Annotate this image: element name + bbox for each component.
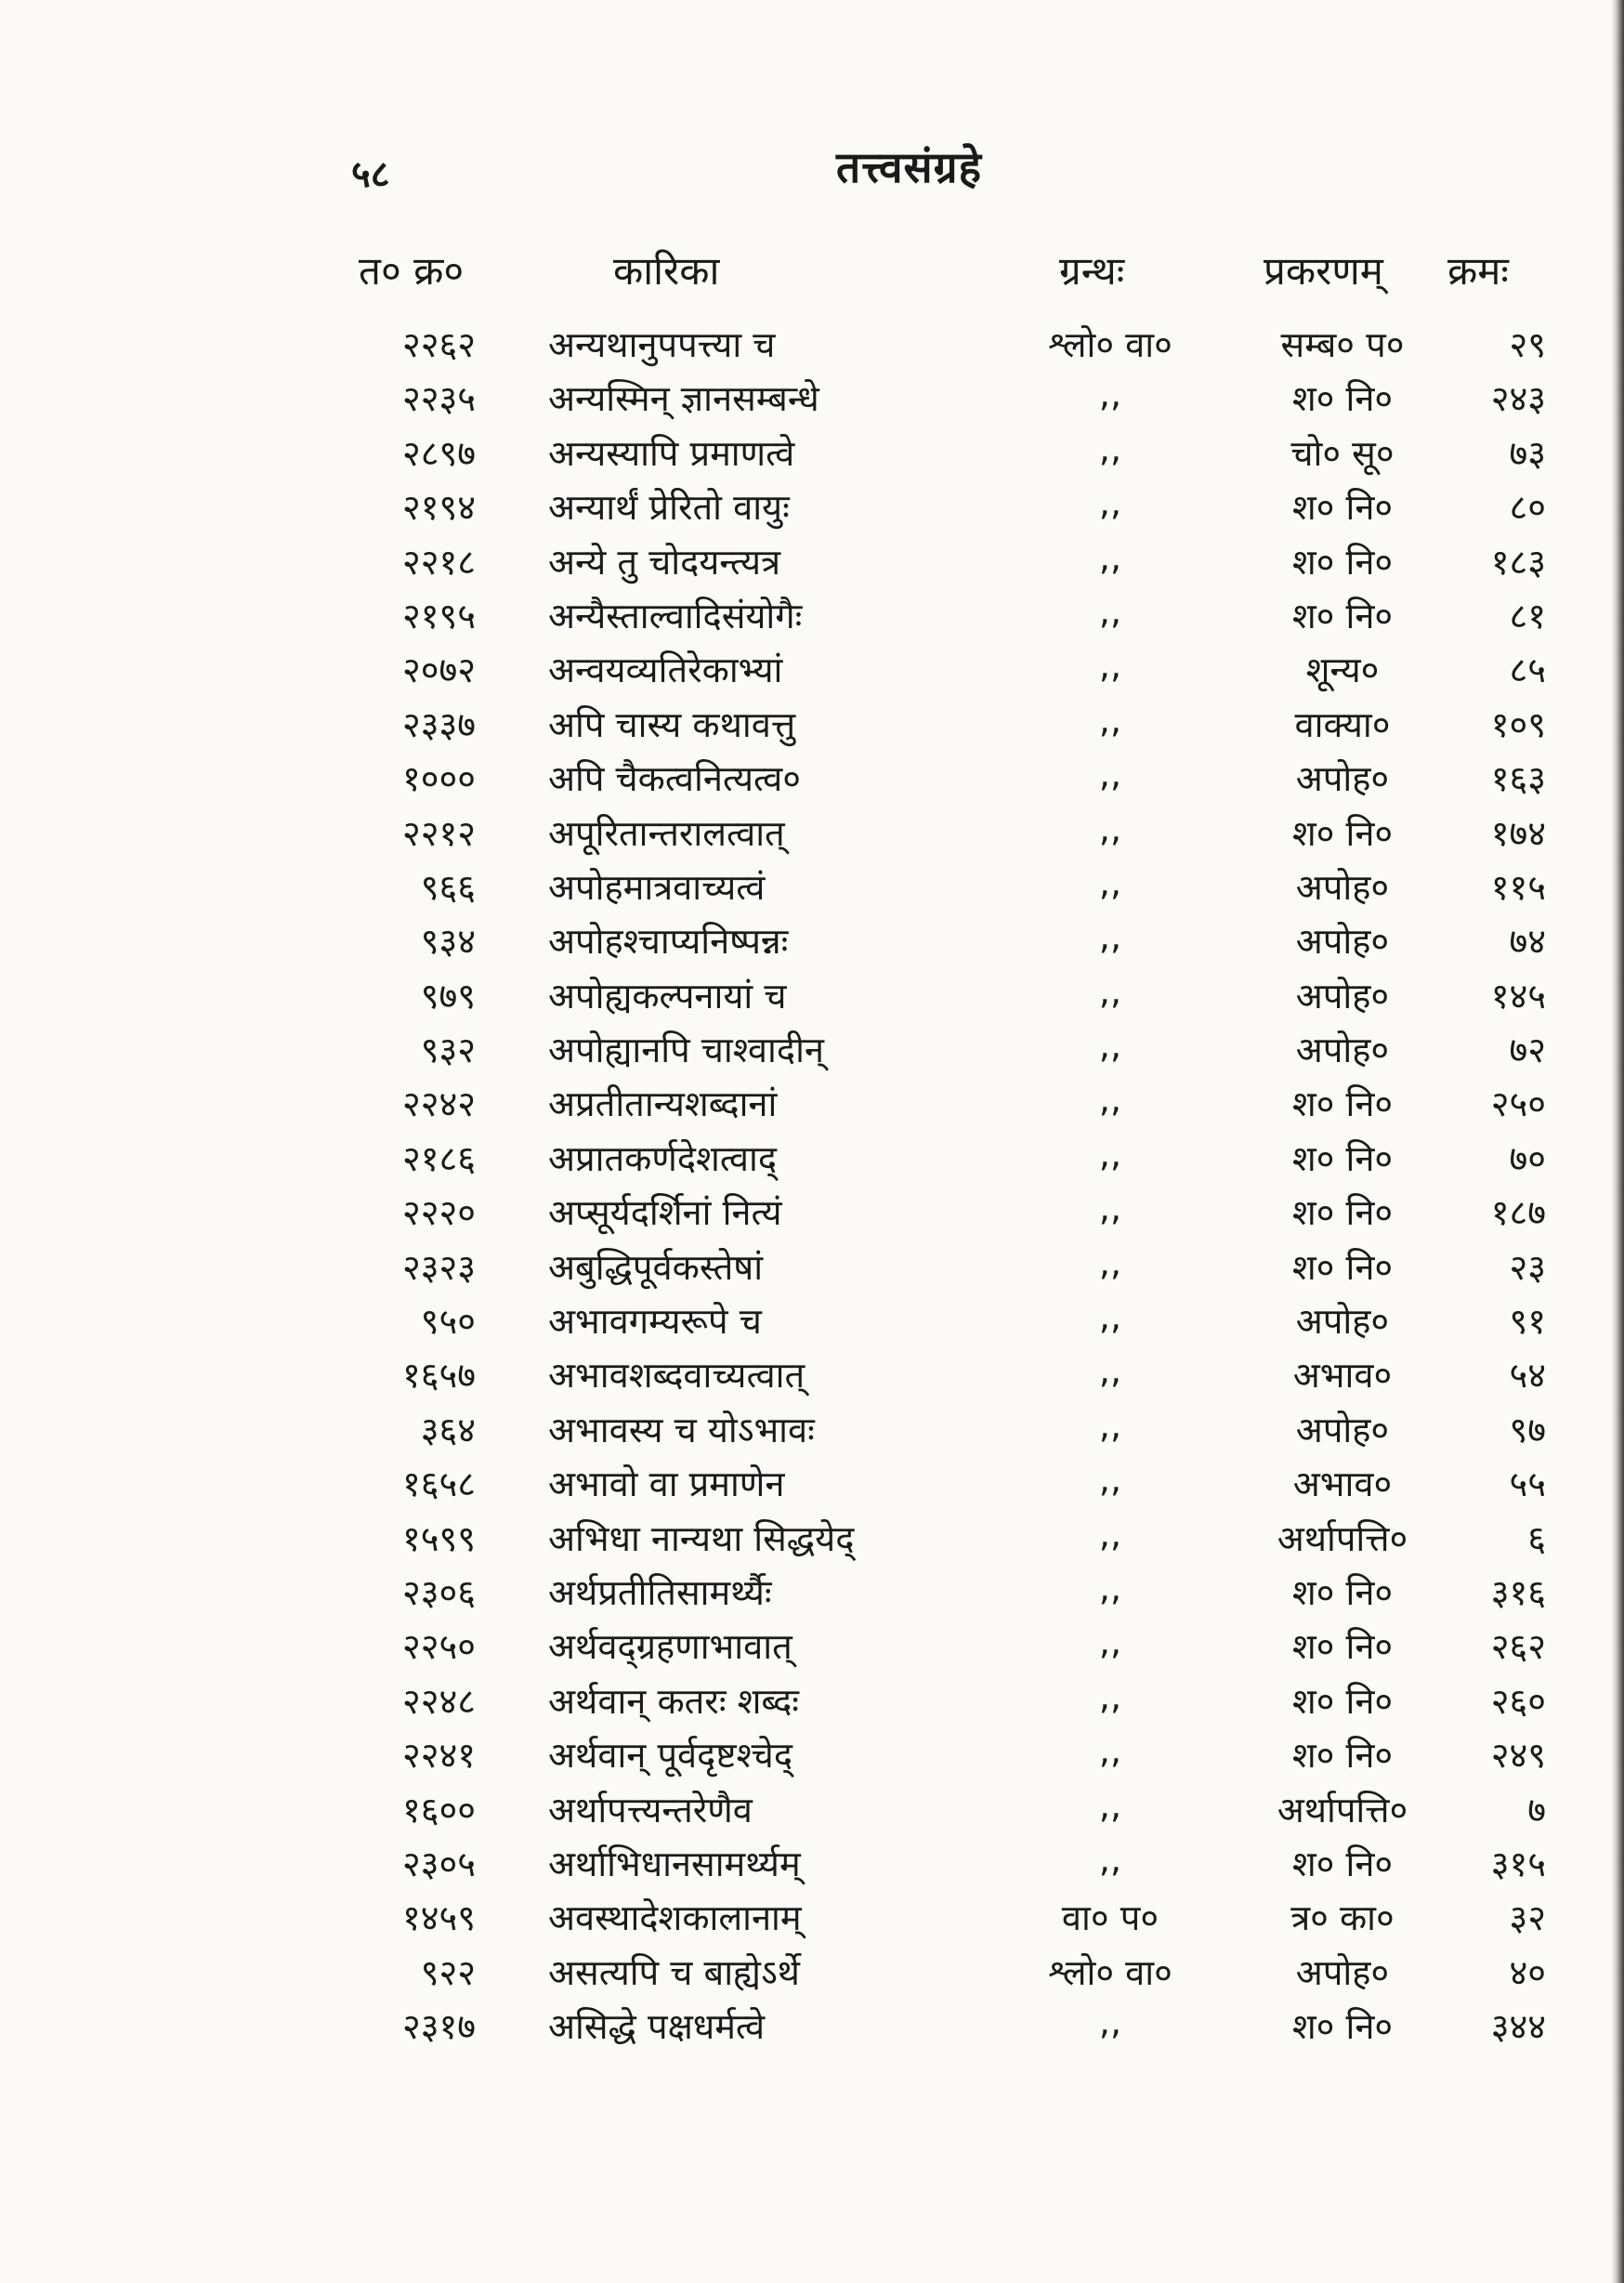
row-grantha: वा० प० (1061, 1897, 1159, 1939)
row-grantha: श्लो० वा० (1048, 324, 1172, 365)
row-grantha: ,, (1098, 1459, 1122, 1501)
row-number: १४५९ (401, 1897, 476, 1939)
row-prakarana: श० नि० (1291, 1246, 1394, 1288)
row-grantha: ,, (1098, 482, 1122, 524)
table-row (0, 1942, 1624, 1996)
table-row (0, 1887, 1624, 1941)
table-row (0, 1671, 1624, 1725)
row-krama: ७२ (1509, 1030, 1546, 1071)
row-krama: ७ (1527, 1789, 1546, 1830)
row-krama: ७३ (1509, 432, 1546, 474)
table-row (0, 803, 1624, 857)
row-grantha: ,, (1098, 645, 1122, 687)
row-krama: ३२ (1509, 1897, 1546, 1939)
row-krama: २६२ (1490, 1626, 1546, 1668)
row-prakarana: श० नि० (1291, 1626, 1394, 1668)
row-number: २८९७ (401, 432, 476, 474)
row-karika: अन्वयव्यतिरेकाभ्यां (548, 649, 783, 691)
row-number: ९३४ (420, 921, 476, 963)
row-grantha: ,, (1098, 536, 1122, 578)
row-krama: ३४४ (1490, 2006, 1546, 2048)
row-prakarana: सम्ब० प० (1280, 324, 1405, 365)
row-karika: अपि चास्य कथावत्तु (548, 703, 796, 745)
row-krama: ८१ (1509, 595, 1546, 636)
row-karika: अर्थापत्त्यन्तरेणैव (548, 1789, 753, 1830)
row-krama: ८० (1509, 487, 1546, 529)
row-karika: असिद्धे पक्षधर्मत्वे (548, 2006, 766, 2048)
row-number: २१९४ (401, 487, 476, 529)
row-krama: १०९ (1490, 703, 1546, 745)
row-karika: अबुद्धिपूर्वकस्तेषां (548, 1246, 764, 1288)
table-row (0, 1833, 1624, 1887)
row-prakarana: अपोह० (1295, 1409, 1390, 1450)
row-karika: अन्यैस्ताल्वादिसंयोगैः (548, 595, 803, 636)
row-prakarana: श० नि० (1291, 595, 1394, 636)
row-number: २२१२ (401, 812, 476, 854)
row-karika: अर्थवान् पूर्वदृष्टश्चेद् (548, 1735, 792, 1777)
row-karika: अन्यार्थं प्रेरितो वायुः (548, 487, 790, 529)
row-number: १५९९ (401, 1517, 476, 1559)
row-prakarana: श० नि० (1291, 1192, 1394, 1234)
row-grantha: ,, (1098, 861, 1122, 903)
row-krama: ८५ (1509, 649, 1546, 691)
row-karika: अप्रतीतान्यशब्दानां (548, 1083, 778, 1125)
row-grantha: ,, (1098, 1079, 1122, 1121)
row-krama: ९१ (1509, 1301, 1546, 1343)
row-krama: १४५ (1490, 975, 1546, 1017)
row-number: ३६४ (420, 1409, 476, 1450)
table-row (0, 368, 1624, 422)
row-grantha: ,, (1098, 1404, 1122, 1446)
row-karika: अपि चैकत्वनित्यत्व० (548, 758, 801, 800)
row-krama: ११५ (1490, 866, 1546, 908)
row-karika: अन्यथानुपपत्त्या च (548, 324, 776, 365)
table-row (0, 639, 1624, 693)
row-grantha: श्लो० वा० (1048, 1951, 1172, 1993)
row-number: २२२० (401, 1192, 476, 1234)
row-karika: अभावो वा प्रमाणेन (548, 1463, 785, 1505)
row-number: २२५० (401, 1626, 476, 1668)
row-krama: १७४ (1490, 812, 1546, 854)
row-grantha: ,, (1098, 1133, 1122, 1174)
row-krama: ३१५ (1490, 1843, 1546, 1884)
row-prakarana: शून्य० (1305, 649, 1380, 691)
row-number: १६५८ (401, 1463, 476, 1505)
row-grantha: ,, (1098, 1187, 1122, 1229)
row-number: ९५० (420, 1301, 476, 1343)
table-row (0, 1019, 1624, 1073)
row-grantha: ,, (1098, 427, 1122, 469)
row-number: २२१८ (401, 541, 476, 583)
index-table (0, 314, 1624, 2051)
table-row (0, 1562, 1624, 1616)
row-prakarana: श० नि० (1291, 541, 1394, 583)
header-karika: कारिका (613, 248, 720, 294)
row-prakarana: अपोह० (1295, 758, 1390, 800)
page-number: ५८ (351, 153, 390, 196)
row-prakarana: अपोह० (1295, 1301, 1390, 1343)
table-row (0, 911, 1624, 964)
row-number: ९७९ (420, 975, 476, 1017)
row-number: २२६२ (401, 324, 476, 365)
row-grantha: ,, (1098, 970, 1122, 1012)
table-row (0, 585, 1624, 639)
row-krama: ३१६ (1490, 1571, 1546, 1613)
row-karika: अपोह्यानपि चाश्वादीन् (548, 1030, 825, 1071)
row-prakarana: अर्थापत्ति० (1277, 1517, 1408, 1559)
row-grantha: ,, (1098, 699, 1122, 741)
row-prakarana: श० नि० (1291, 1137, 1394, 1179)
table-row (0, 1399, 1624, 1453)
row-karika: अप्रातकर्णदेशत्वाद् (548, 1137, 778, 1179)
row-prakarana: अर्थापत्ति० (1277, 1789, 1408, 1830)
row-karika: अवस्थादेशकालानाम् (548, 1897, 802, 1939)
row-number: २०७२ (401, 649, 476, 691)
row-grantha: ,, (1098, 1241, 1122, 1283)
row-number: २३०५ (401, 1843, 476, 1884)
row-prakarana: अपोह० (1295, 975, 1390, 1017)
row-number: २३३७ (401, 703, 476, 745)
row-grantha: ,, (1098, 1025, 1122, 1067)
row-karika: अभावगम्यरूपे च (548, 1301, 762, 1343)
table-row (0, 314, 1624, 368)
row-grantha: ,, (1098, 1296, 1122, 1338)
row-krama: २४३ (1490, 378, 1546, 420)
row-prakarana: चो० सू० (1290, 432, 1395, 474)
table-row (0, 1453, 1624, 1507)
row-grantha: ,, (1098, 1730, 1122, 1772)
row-prakarana: अपोह० (1295, 866, 1390, 908)
row-number: २३२३ (401, 1246, 476, 1288)
row-number: १६०० (401, 1789, 476, 1830)
row-grantha: ,, (1098, 590, 1122, 632)
row-number: ९२२ (420, 1951, 476, 1993)
row-karika: अर्थप्रतीतिसामर्थ्यैः (548, 1571, 772, 1613)
table-row (0, 1508, 1624, 1562)
row-grantha: ,, (1098, 1675, 1122, 1717)
row-krama: २९ (1509, 324, 1546, 365)
row-karika: अपोहमात्रवाच्यत्वं (548, 866, 766, 908)
row-prakarana: श० नि० (1291, 1083, 1394, 1125)
row-prakarana: श० नि० (1291, 1680, 1394, 1722)
table-row (0, 1291, 1624, 1345)
table-row (0, 1237, 1624, 1291)
header-grantha: ग्रन्थः (1059, 248, 1125, 294)
row-krama: ७४ (1509, 921, 1546, 963)
row-prakarana: श० नि० (1291, 1571, 1394, 1613)
row-number: २२३५ (401, 378, 476, 420)
table-row (0, 694, 1624, 748)
row-krama: ५५ (1509, 1463, 1546, 1505)
row-grantha: ,, (1098, 1838, 1122, 1880)
row-prakarana: अपोह० (1295, 921, 1390, 963)
row-karika: अर्थाभिधानसामर्थ्यम् (548, 1843, 801, 1884)
row-grantha: ,, (1098, 1784, 1122, 1826)
header-number: त० क्र० (359, 248, 465, 294)
row-karika: अन्यस्यापि प्रमाणत्वे (548, 432, 795, 474)
row-prakarana: श० नि० (1291, 812, 1394, 854)
row-prakarana: श० नि० (1291, 378, 1394, 420)
table-row (0, 1128, 1624, 1182)
row-krama: २३ (1509, 1246, 1546, 1288)
table-row (0, 531, 1624, 585)
row-number: २१९५ (401, 595, 476, 636)
row-prakarana: अभाव० (1292, 1355, 1393, 1397)
header-prakarana: प्रकरणम् (1264, 248, 1383, 294)
row-number: १६५७ (401, 1355, 476, 1397)
row-number: २२४८ (401, 1680, 476, 1722)
row-grantha: ,, (1098, 916, 1122, 958)
table-row (0, 748, 1624, 802)
row-prakarana: वाक्या० (1294, 703, 1391, 745)
header-krama: क्रमः (1447, 248, 1509, 294)
row-prakarana: अपोह० (1295, 1030, 1390, 1071)
row-prakarana: श० नि० (1291, 1843, 1394, 1884)
row-krama: ९७ (1509, 1409, 1546, 1450)
row-krama: २४९ (1490, 1735, 1546, 1777)
table-row (0, 423, 1624, 477)
row-prakarana: श० नि० (1291, 1735, 1394, 1777)
row-krama: २५० (1490, 1083, 1546, 1125)
row-grantha: ,, (1098, 1621, 1122, 1663)
table-row (0, 1725, 1624, 1778)
table-row (0, 857, 1624, 911)
row-krama: २६० (1490, 1680, 1546, 1722)
row-number: ९६६ (420, 866, 476, 908)
row-grantha: ,, (1098, 754, 1122, 795)
row-number: २२४१ (401, 1735, 476, 1777)
row-number: २१८६ (401, 1137, 476, 1179)
page-title: तत्त्वसंग्रहे (836, 142, 983, 192)
row-number: १००० (401, 758, 476, 800)
table-row (0, 1345, 1624, 1398)
row-number: २३०६ (401, 1571, 476, 1613)
row-karika: अभावस्य च योऽभावः (548, 1409, 815, 1450)
row-krama: ४० (1509, 1951, 1546, 1993)
row-krama: ५४ (1509, 1355, 1546, 1397)
row-karika: अप्सूर्यदर्शिनां नित्यं (548, 1192, 782, 1234)
row-prakarana: अभाव० (1292, 1463, 1393, 1505)
row-krama: १८७ (1490, 1192, 1546, 1234)
row-number: ९३२ (420, 1030, 476, 1071)
table-row (0, 1073, 1624, 1127)
table-row (0, 1996, 1624, 2050)
row-karika: अर्थवान् कतरः शब्दः (548, 1680, 799, 1722)
row-karika: अपूरितान्तरालत्वात् (548, 812, 785, 854)
row-prakarana: अपोह० (1295, 1951, 1390, 1993)
row-krama: १८३ (1490, 541, 1546, 583)
row-karika: अन्ये तु चोदयन्त्यत्र (548, 541, 781, 583)
row-karika: अपोह्यकल्पनायां च (548, 975, 787, 1017)
table-row (0, 1779, 1624, 1833)
row-karika: अन्यस्मिन् ज्ञानसम्बन्धे (548, 378, 819, 420)
row-krama: ७० (1509, 1137, 1546, 1179)
table-row (0, 965, 1624, 1019)
row-karika: अर्थवद्ग्रहणाभावात् (548, 1626, 792, 1668)
row-grantha: ,, (1098, 1350, 1122, 1392)
row-grantha: ,, (1098, 1513, 1122, 1555)
row-grantha: ,, (1098, 1567, 1122, 1608)
row-krama: १६३ (1490, 758, 1546, 800)
row-krama: ६ (1527, 1517, 1546, 1559)
row-number: २३१७ (401, 2006, 476, 2048)
row-number: २२४२ (401, 1083, 476, 1125)
row-grantha: ,, (1098, 374, 1122, 415)
row-grantha: ,, (1098, 807, 1122, 849)
row-grantha: ,, (1098, 2001, 1122, 2043)
row-karika: अभिधा नान्यथा सिद्धयेद् (548, 1517, 855, 1559)
row-prakarana: श० नि० (1291, 487, 1394, 529)
column-headers (0, 243, 1624, 299)
table-row (0, 477, 1624, 531)
table-row (0, 1182, 1624, 1236)
row-prakarana: श० नि० (1291, 2006, 1394, 2048)
table-row (0, 1616, 1624, 1670)
row-karika: असत्यपि च बाह्येऽर्थे (548, 1951, 800, 1993)
row-karika: अपोहश्चाप्यनिष्पन्नः (548, 921, 789, 963)
row-prakarana: त्र० का० (1290, 1897, 1395, 1939)
row-karika: अभावशब्दवाच्यत्वात् (548, 1355, 805, 1397)
